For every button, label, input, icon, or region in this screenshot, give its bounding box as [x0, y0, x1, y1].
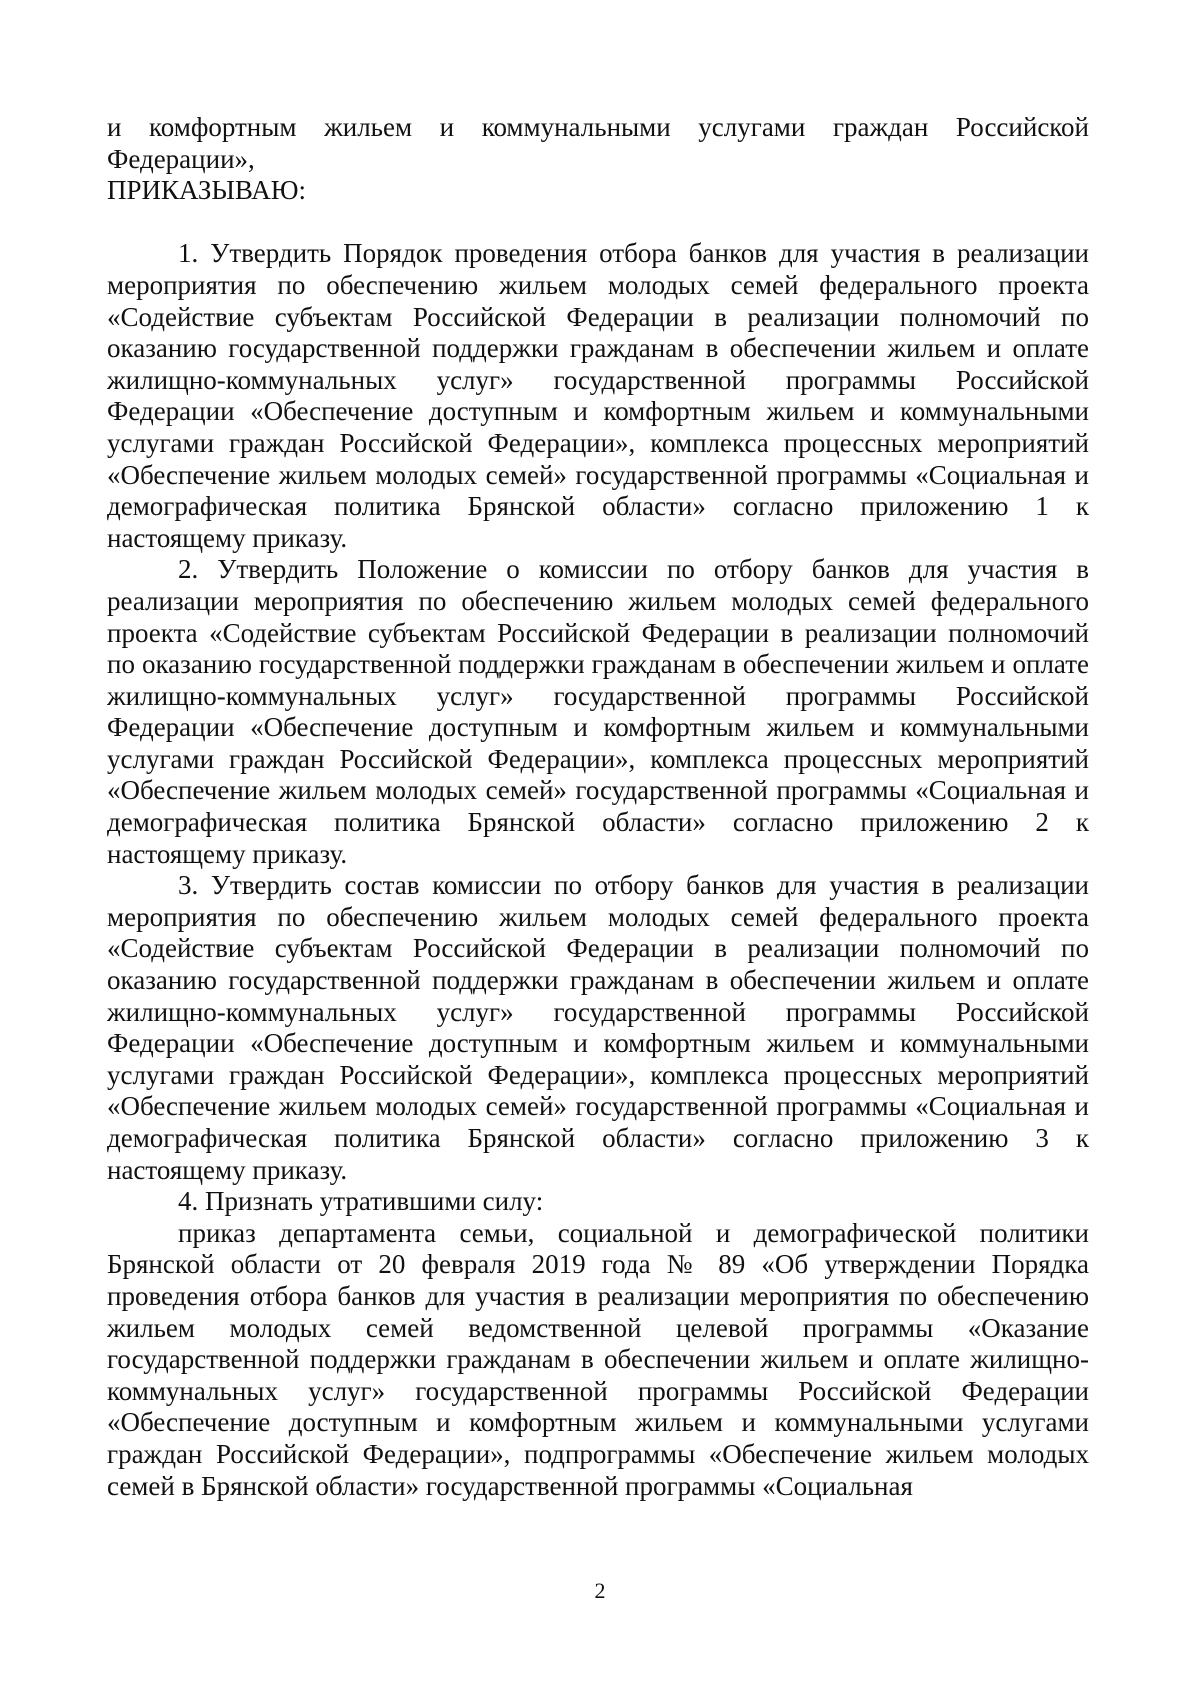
repealed-order-paragraph: приказ департамента семьи, социальной и демографической политики Брянской области от 20 февраля 2019 года № 89 «Об утверждении Порядка проведения отбора банков для участия в реализации мероприятия по обеспечению жильем молодых семей ведомственной целевой программы «Оказание государственной поддержки гражданам в обеспечении жильем и оплате жилищно-коммунальных услуг» государственной программы Российской Федерации «Обеспечение доступным и комфортным жильем и коммунальными услугами граждан Российской Федерации», подпрограммы «Обеспечение жильем молодых семей в Брянской области» государственной программы «Социальная [107, 1217, 1089, 1501]
page-number: 2 [594, 1578, 606, 1603]
item-1-paragraph: 1. Утвердить Порядок проведения отбора банков для участия в реализации мероприятия по обеспечению жильем молодых семей федерального проекта «Содействие субъектам Российской Федерации в реализации полномочий по оказанию государственной поддержки гражданам в обеспечении жильем и оплате жилищно-коммунальных услуг» государственной программы Российской Федерации «Обеспечение доступным и комфортным жильем и коммунальными услугами граждан Российской Федерации», комплекса процессных мероприятий «Обеспечение жильем молодых семей» государственной программы «Социальная и демографическая политика Брянской области» согласно приложению 1 к настоящему приказу. [107, 238, 1089, 553]
order-heading: ПРИКАЗЫВАЮ: [107, 175, 306, 206]
item-4-paragraph: 4. Признать утратившими силу: [178, 1186, 544, 1217]
intro-paragraph: и комфортным жильем и коммунальными услугами граждан Российской Федерации», [107, 112, 1089, 174]
item-2-paragraph: 2. Утвердить Положение о комиссии по отбору банков для участия в реализации мероприятия по обеспечению жильем молодых семей федерального проекта «Содействие субъектам Российской Федерации в реализации полномочий по оказанию государственной поддержки гражданам в обеспечении жильем и оплате жилищно-коммунальных услуг» государственной программы Российской Федерации «Обеспечение доступным и комфортным жильем и коммунальными услугами граждан Российской Федерации», комплекса процессных мероприятий «Обеспечение жильем молодых семей» государственной программы «Социальная и демографическая политика Брянской области» согласно приложению 2 к настоящему приказу. [107, 554, 1089, 869]
item-3-paragraph: 3. Утвердить состав комиссии по отбору банков для участия в реализации мероприятия по обеспечению жильем молодых семей федерального проекта «Содействие субъектам Российской Федерации в реализации полномочий по оказанию государственной поддержки гражданам в обеспечении жильем и оплате жилищно-коммунальных услуг» государственной программы Российской Федерации «Обеспечение доступным и комфортным жильем и коммунальными услугами граждан Российской Федерации», комплекса процессных мероприятий «Обеспечение жильем молодых семей» государственной программы «Социальная и демографическая политика Брянской области» согласно приложению 3 к настоящему приказу. [107, 870, 1089, 1185]
document-body [107, 112, 1089, 1502]
